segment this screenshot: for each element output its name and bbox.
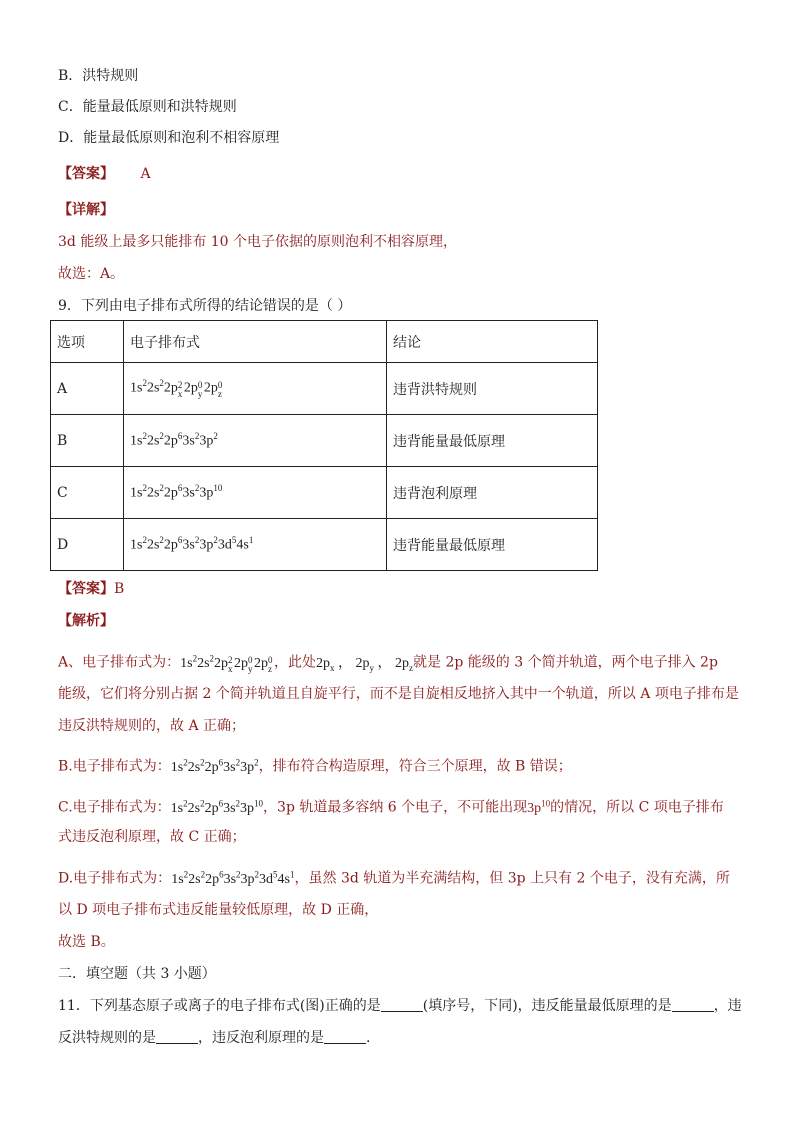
option-c: C．能量最低原则和洪特规则 [58,99,237,115]
header-option: 选项 [51,321,124,363]
q8-detail-text: 3d 能级上最多只能排布 10 个电子依据的原则泡利不相容原理， [58,234,458,250]
q8-detail-label: 【详解】 [58,202,114,218]
answer-blank[interactable] [381,997,423,1012]
config-a-inline: $1s^22s^22p$ 2 x 2p 0 y 2p 0 z [180,653,273,674]
config-b-inline: $1s^22s^22p^63s^23p^2$ [170,757,259,775]
row-option: A [51,363,124,415]
section-title: 二．填空题（共 3 小题） [58,966,216,982]
analysis-b-suffix: ，排布符合构造原理，符合三个原理，故 B 错误； [258,758,572,775]
analysis-a-line1 [58,648,718,677]
table-row [51,415,598,467]
config-b: $1s^22s^22p^63s^23p^2$ [124,415,387,467]
q8-answer [58,164,151,184]
analysis-b [58,752,572,778]
analysis-d-suffix: ，虽然 3d 轨道为半充满结构，但 3p 上只有 2 个电子，没有充满，所 [294,870,730,887]
q11-text-e: ，违反泡利原理的是 [198,1030,324,1046]
table-row [51,363,598,415]
analysis-c-line1 [58,793,724,819]
analysis-d-line1 [58,864,730,890]
header-config: 电子排布式 [124,321,387,363]
q11-text-f: . [366,1030,371,1046]
answer-blank[interactable] [156,1029,198,1044]
answer-blank[interactable] [324,1029,366,1044]
analysis-c-prefix: C.电子排布式为： [58,799,171,816]
config-3p10-inline: $3p^{10}$ [527,798,551,816]
row-option: B [51,415,124,467]
row-option: D [51,519,124,571]
answer-value: B [114,581,125,597]
analysis-b-prefix: B.电子排布式为： [58,758,171,775]
q8-conclusion: 故选：A。 [58,266,125,282]
analysis-a-mid1: ，此处 [274,654,317,671]
answer-label: 【答案】 [58,166,114,182]
row-conclusion: 违背洪特规则 [387,363,598,415]
table-row [51,519,598,571]
answer-value: A [140,166,151,182]
answer-blank[interactable] [672,997,714,1012]
option-b: B．洪特规则 [58,68,139,84]
analysis-c-mid: ，3p 轨道最多容纳 6 个电子，不可能出现 [263,799,528,816]
q11-text-d: 反洪特规则的是 [58,1030,156,1046]
q9-table [50,320,598,571]
answer-label: 【答案】 [58,581,114,597]
header-conclusion: 结论 [387,321,598,363]
row-conclusion: 违背能量最低原理 [387,519,598,571]
q11-line1 [58,996,742,1016]
config-c: $1s^22s^22p^63s^23p^{10}$ [124,467,387,519]
q11-text-a: 11．下列基态原子或离子的电子排布式(图)正确的是 [58,998,381,1014]
option-d: D．能量最低原则和泡利不相容原理 [58,130,280,146]
analysis-d-line2: 以 D 项电子排布式违反能量较低原理，故 D 正确， [58,902,379,918]
row-conclusion: 违背泡利原理 [387,467,598,519]
analysis-c-suffix: 的情况，所以 C 项电子排布 [550,799,724,816]
row-option: C [51,467,124,519]
analysis-a-prefix: A、电子排布式为： [58,654,181,671]
analysis-c-line2: 式违反泡利原理，故 C 正确； [58,829,246,845]
config-d-inline: $1s^22s^22p^63s^23p^23d^54s^1$ [171,869,295,887]
analysis-d-prefix: D.电子排布式为： [58,870,172,887]
orbitals-inline: $2p_x$ ， $2p_y$ ， $2p_z$ [316,655,414,673]
analysis-a-line2: 能级，它们将分别占据 2 个简并轨道且自旋平行，而不是自旋相反地挤入其中一个轨道，所以 A 项电子排布是 [58,686,739,702]
q11-text-c: ，违 [713,998,742,1014]
q9-stem: 9．下列由电子排布式所得的结论错误的是（ ） [58,298,352,314]
config-c-inline: $1s^22s^22p^63s^23p^{10}$ [170,798,264,816]
q9-conclusion: 故选 B。 [58,934,115,950]
table-header-row [51,321,598,363]
table-row [51,467,598,519]
row-conclusion: 违背能量最低原理 [387,415,598,467]
q11-line2 [58,1028,370,1048]
config-d: $1s^22s^22p^63s^23p^23d^54s^1$ [124,519,387,571]
q11-text-b: (填序号，下同)，违反能量最低原理的是 [422,998,672,1014]
q9-analysis-label: 【解析】 [58,613,114,629]
q9-answer [58,579,124,599]
analysis-a-mid2: 就是 2p 能级的 3 个简并轨道，两个电子排入 2p [413,654,718,671]
config-a: $1s^22s^22p$ 2 x 2p 0 y 2p 0 z [124,363,387,415]
analysis-a-line3: 违反洪特规则的，故 A 正确； [58,718,246,734]
